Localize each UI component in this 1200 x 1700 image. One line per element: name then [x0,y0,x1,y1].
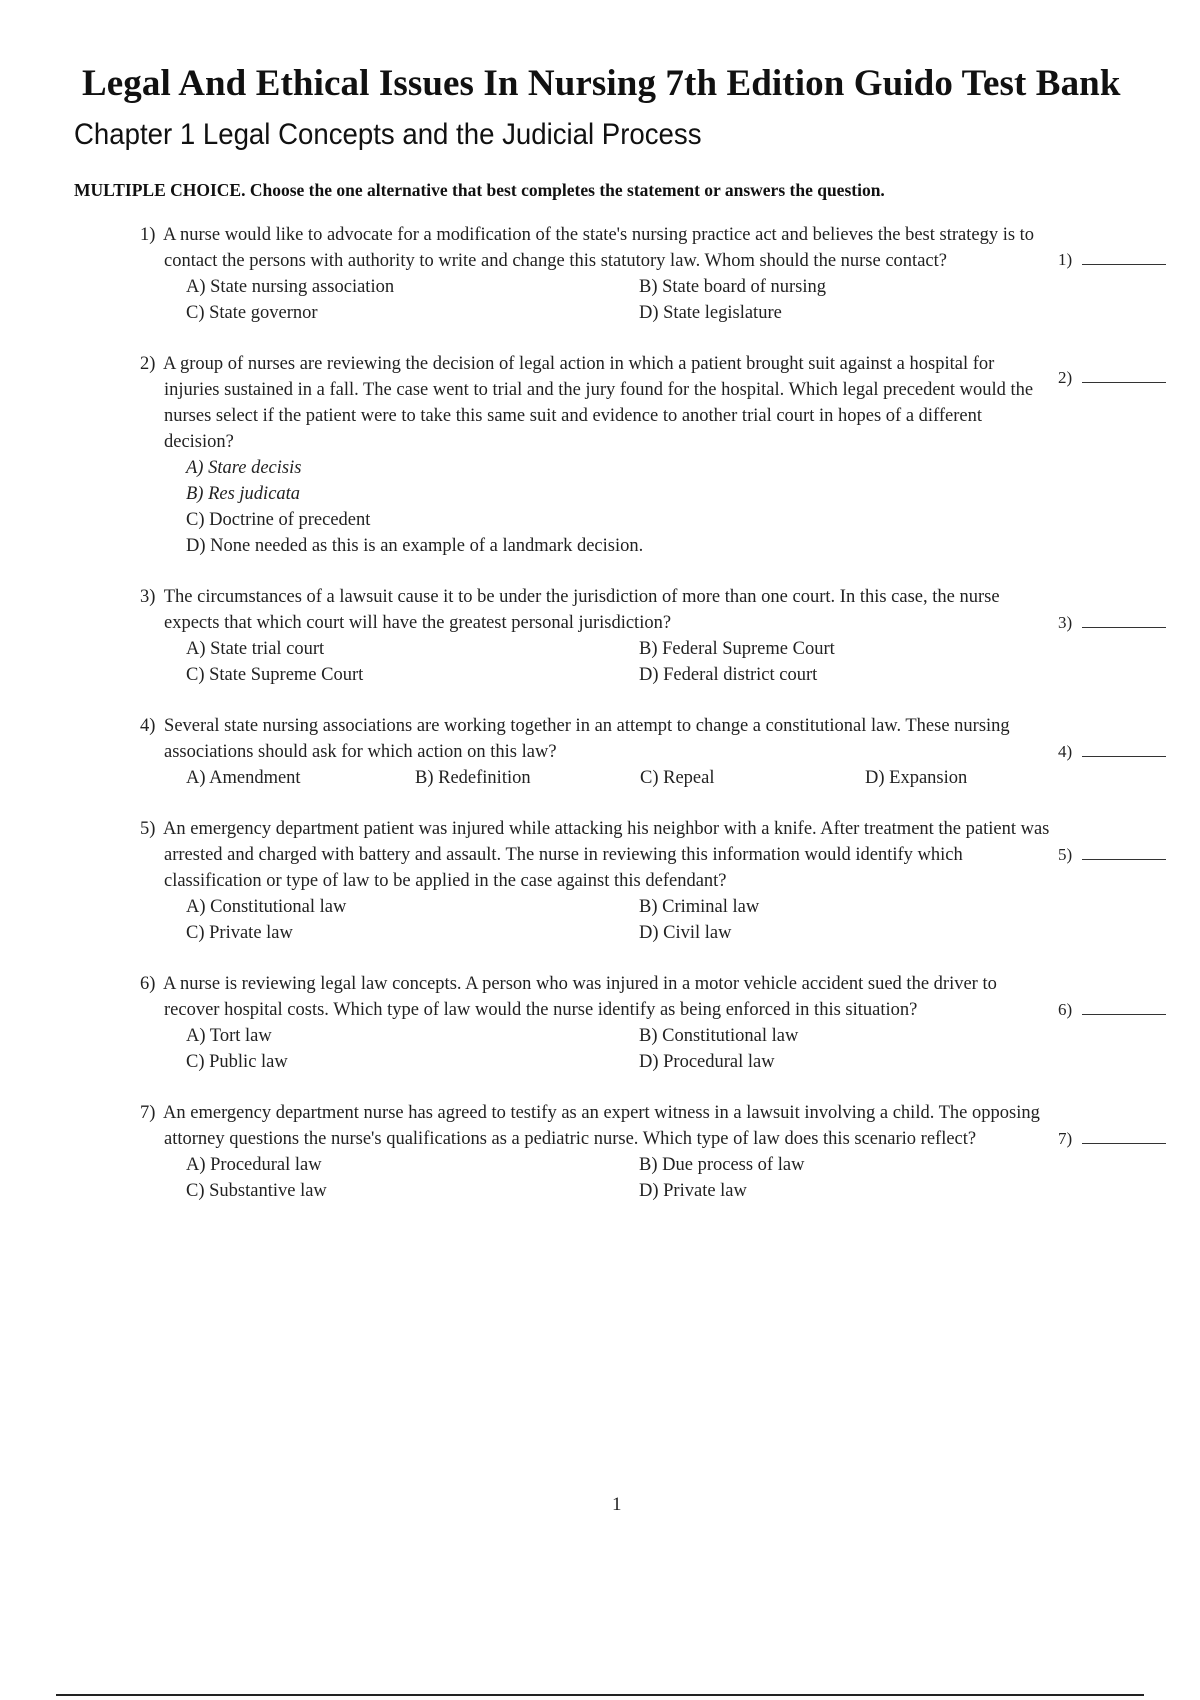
option-d[interactable]: D) Expansion [865,768,968,788]
option-a[interactable]: A) Stare decisis [186,458,302,478]
question-number: 4) [140,716,156,736]
question-number: 7) [140,1103,156,1123]
question-6 [140,971,1180,1075]
option-b[interactable]: B) Constitutional law [639,1026,799,1046]
answer-number: 5) [1058,845,1073,864]
option-c[interactable]: C) Private law [186,923,293,943]
answer-options [186,274,1180,326]
answer-options [186,455,1180,559]
answer-options [186,1152,1180,1204]
answer-line [1082,1129,1166,1144]
option-b[interactable]: B) Res judicata [186,484,301,504]
answer-blank[interactable] [1058,368,1166,388]
option-d[interactable]: D) Civil law [639,923,732,943]
option-c[interactable]: C) Repeal [640,768,715,788]
question-text: A nurse would like to advocate for a modification of the state's nursing practice act and believes the best strategy is to contact the persons with authority to write and change this statutory law. Whom should the nurse contact? [163,225,1035,271]
question-number: 1) [140,225,156,245]
instructions-text: Choose the one alternative that best completes the statement or answers the question. [249,180,885,200]
option-a[interactable]: A) State nursing association [186,277,395,297]
option-c[interactable]: C) Substantive law [186,1181,327,1201]
question-stem [140,222,1054,274]
option-a[interactable]: A) Tort law [186,1026,272,1046]
answer-blank[interactable] [1058,1129,1166,1149]
answer-line [1082,368,1166,383]
option-c[interactable]: C) State Supreme Court [186,665,364,685]
question-3 [140,584,1180,688]
question-stem [140,351,1054,455]
option-d[interactable]: D) Procedural law [639,1052,775,1072]
question-number: 6) [140,974,156,994]
answer-blank[interactable] [1058,1000,1166,1020]
answer-number: 4) [1058,742,1073,761]
chapter-title: Chapter 1 Legal Concepts and the Judicial Process [74,118,702,151]
question-number: 5) [140,819,156,839]
option-a[interactable]: A) Procedural law [186,1155,322,1175]
answer-options [186,636,1180,688]
question-stem [140,1100,1054,1152]
answer-number: 3) [1058,613,1073,632]
answer-line [1082,742,1166,757]
question-text: An emergency department patient was injured while attacking his neighbor with a knife. After treatment the patient was arrested and charged with battery and assault. The nurse in reviewing this information would identify which classification or type of law to be applied in the case against this defendant? [163,819,1050,891]
answer-number: 7) [1058,1129,1073,1148]
answer-line [1082,613,1166,628]
answer-options [186,765,1180,791]
answer-line [1082,845,1166,860]
option-c[interactable]: C) State governor [186,303,318,323]
option-c[interactable]: C) Doctrine of precedent [186,510,371,530]
question-stem [140,816,1054,894]
option-c[interactable]: C) Public law [186,1052,288,1072]
question-7 [140,1100,1180,1204]
question-stem [140,971,1054,1023]
question-number: 2) [140,354,156,374]
option-b[interactable]: B) State board of nursing [639,277,827,297]
option-b[interactable]: B) Federal Supreme Court [639,639,835,659]
document-title: Legal And Ethical Issues In Nursing 7th Edition Guido Test Bank [82,63,1121,104]
answer-blank[interactable] [1058,742,1166,762]
answer-blank[interactable] [1058,250,1166,270]
option-d[interactable]: D) None needed as this is an example of a landmark decision. [186,536,644,556]
question-list [140,222,1180,1204]
question-number: 3) [140,587,156,607]
option-b[interactable]: B) Criminal law [639,897,760,917]
answer-number: 2) [1058,368,1073,387]
question-text: Several state nursing associations are working together in an attempt to change a constitutional law. These nursing associations should ask for which action on this law? [164,716,1010,762]
question-text: A nurse is reviewing legal law concepts. A person who was injured in a motor vehicle accident sued the driver to recover hospital costs. Which type of law would the nurse identify as being enforced in this situation? [163,974,997,1020]
question-1 [140,222,1180,326]
option-d[interactable]: D) Private law [639,1181,747,1201]
answer-options [186,894,1180,946]
option-b[interactable]: B) Redefinition [415,768,531,788]
question-5 [140,816,1180,946]
footer-divider [56,1694,1144,1696]
answer-options [186,1023,1180,1075]
question-text: An emergency department nurse has agreed to testify as an expert witness in a lawsuit involving a child. The opposing attorney questions the nurse's qualifications as a pediatric nurse. Which type of law does this scenario reflect? [163,1103,1040,1149]
option-a[interactable]: A) Constitutional law [186,897,347,917]
answer-blank[interactable] [1058,613,1166,633]
option-a[interactable]: A) Amendment [186,768,301,788]
question-4 [140,713,1180,791]
question-2 [140,351,1180,559]
instructions-label: MULTIPLE CHOICE. [74,180,246,200]
answer-number: 6) [1058,1000,1073,1019]
page-number: 1 [612,1494,622,1515]
question-text: A group of nurses are reviewing the decision of legal action in which a patient brought suit against a hospital for injuries sustained in a fall. The case went to trial and the jury found for the hospital. Which legal precedent would the nurses select if the patient were to take this same suit and evidence to another trial court in hopes of a different decision? [163,354,1034,452]
option-b[interactable]: B) Due process of law [639,1155,805,1175]
option-d[interactable]: D) State legislature [639,303,782,323]
answer-number: 1) [1058,250,1073,269]
question-stem [140,713,1054,765]
answer-line [1082,1000,1166,1015]
answer-blank[interactable] [1058,845,1166,865]
section-instructions [74,180,885,201]
question-stem [140,584,1054,636]
question-text: The circumstances of a lawsuit cause it to be under the jurisdiction of more than one court. In this case, the nurse expects that which court will have the greatest personal jurisdiction? [163,587,1000,633]
answer-line [1082,250,1166,265]
option-d[interactable]: D) Federal district court [639,665,818,685]
option-a[interactable]: A) State trial court [186,639,325,659]
